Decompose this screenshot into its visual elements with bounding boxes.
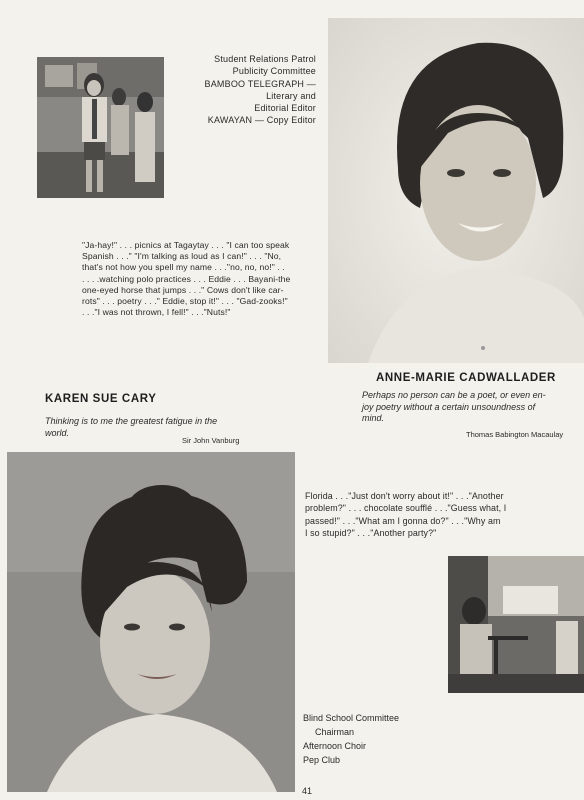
- quote-line: . . ."I was not thrown, I fell!" . . ."Nuts!": [82, 307, 231, 318]
- cary-motto: [45, 416, 285, 439]
- cary-activities: [170, 53, 316, 127]
- quote-line: passed!" . . ."What am I gonna do?" . . ."Why am: [305, 515, 501, 526]
- activity-item: Editorial Editor: [254, 103, 316, 114]
- quote-line: one-eyed horse that jumps . . ." Cows don't like car-: [82, 284, 284, 295]
- activity-item: KAWAYAN — Copy Editor: [207, 115, 316, 126]
- activity-item: Chairman: [315, 727, 355, 737]
- quote-line: problem?" . . . chocolate soufflé . . ."Guess what, I: [305, 503, 507, 514]
- candid-photo-cary: [37, 57, 164, 198]
- activity-item: Student Relations Patrol: [214, 54, 316, 64]
- portrait-cary: [7, 452, 295, 792]
- quote-line: I so stupid?" . . ."Another party?": [305, 528, 437, 539]
- cary-motto-author: Sir John Vanburg: [182, 436, 240, 445]
- activity-item: Publicity Committee: [232, 66, 316, 77]
- cary-quotes: [82, 240, 322, 318]
- motto-line: mind.: [362, 413, 385, 423]
- page-number: 41: [302, 786, 313, 796]
- quote-line: Florida . . ."Just don't worry about it!" . . ."Another: [305, 491, 504, 501]
- quote-line: that's not how you spell my name . . ."no, no, no!" . .: [82, 262, 285, 273]
- quote-line: Spanish . . ." "I'm talking as loud as I can!" . . . "No,: [82, 251, 282, 262]
- motto-line: Perhaps no person can be a poet, or even en-: [362, 390, 546, 400]
- motto-line: Thinking is to me the greatest fatigue in the: [45, 416, 218, 426]
- cadwallader-motto-author: Thomas Babington Macaulay: [466, 430, 564, 439]
- portrait-cadwallader: [328, 18, 584, 363]
- cadwallader-motto: [362, 390, 584, 425]
- student-name-cadwallader: ANNE-MARIE CADWALLADER: [376, 372, 556, 384]
- activity-item: Blind School Committee: [303, 713, 400, 723]
- quote-line: rots" . . . poetry . . ." Eddie, stop it!" . . . "Gad-zooks!": [82, 296, 288, 307]
- activity-item: Afternoon Choir: [303, 741, 367, 751]
- cadwallader-quotes: [305, 490, 580, 540]
- activity-item: Literary and: [266, 90, 316, 101]
- quote-line: . . . .watching polo practices . . . Eddie . . . Bayani-the: [82, 273, 291, 284]
- quote-line: "Ja-hay!" . . . picnics at Tagaytay . . . "I can too speak: [82, 240, 290, 250]
- candid-photo-cadwallader: [448, 556, 584, 693]
- activity-item: BAMBOO TELEGRAPH —: [204, 78, 316, 89]
- motto-line: joy poetry without a certain unsoundness of: [362, 401, 536, 412]
- cadwallader-activities: [303, 711, 443, 767]
- motto-line: world.: [45, 427, 70, 438]
- student-name-cary: KAREN SUE CARY: [45, 393, 157, 405]
- activity-item: Pep Club: [303, 755, 341, 765]
